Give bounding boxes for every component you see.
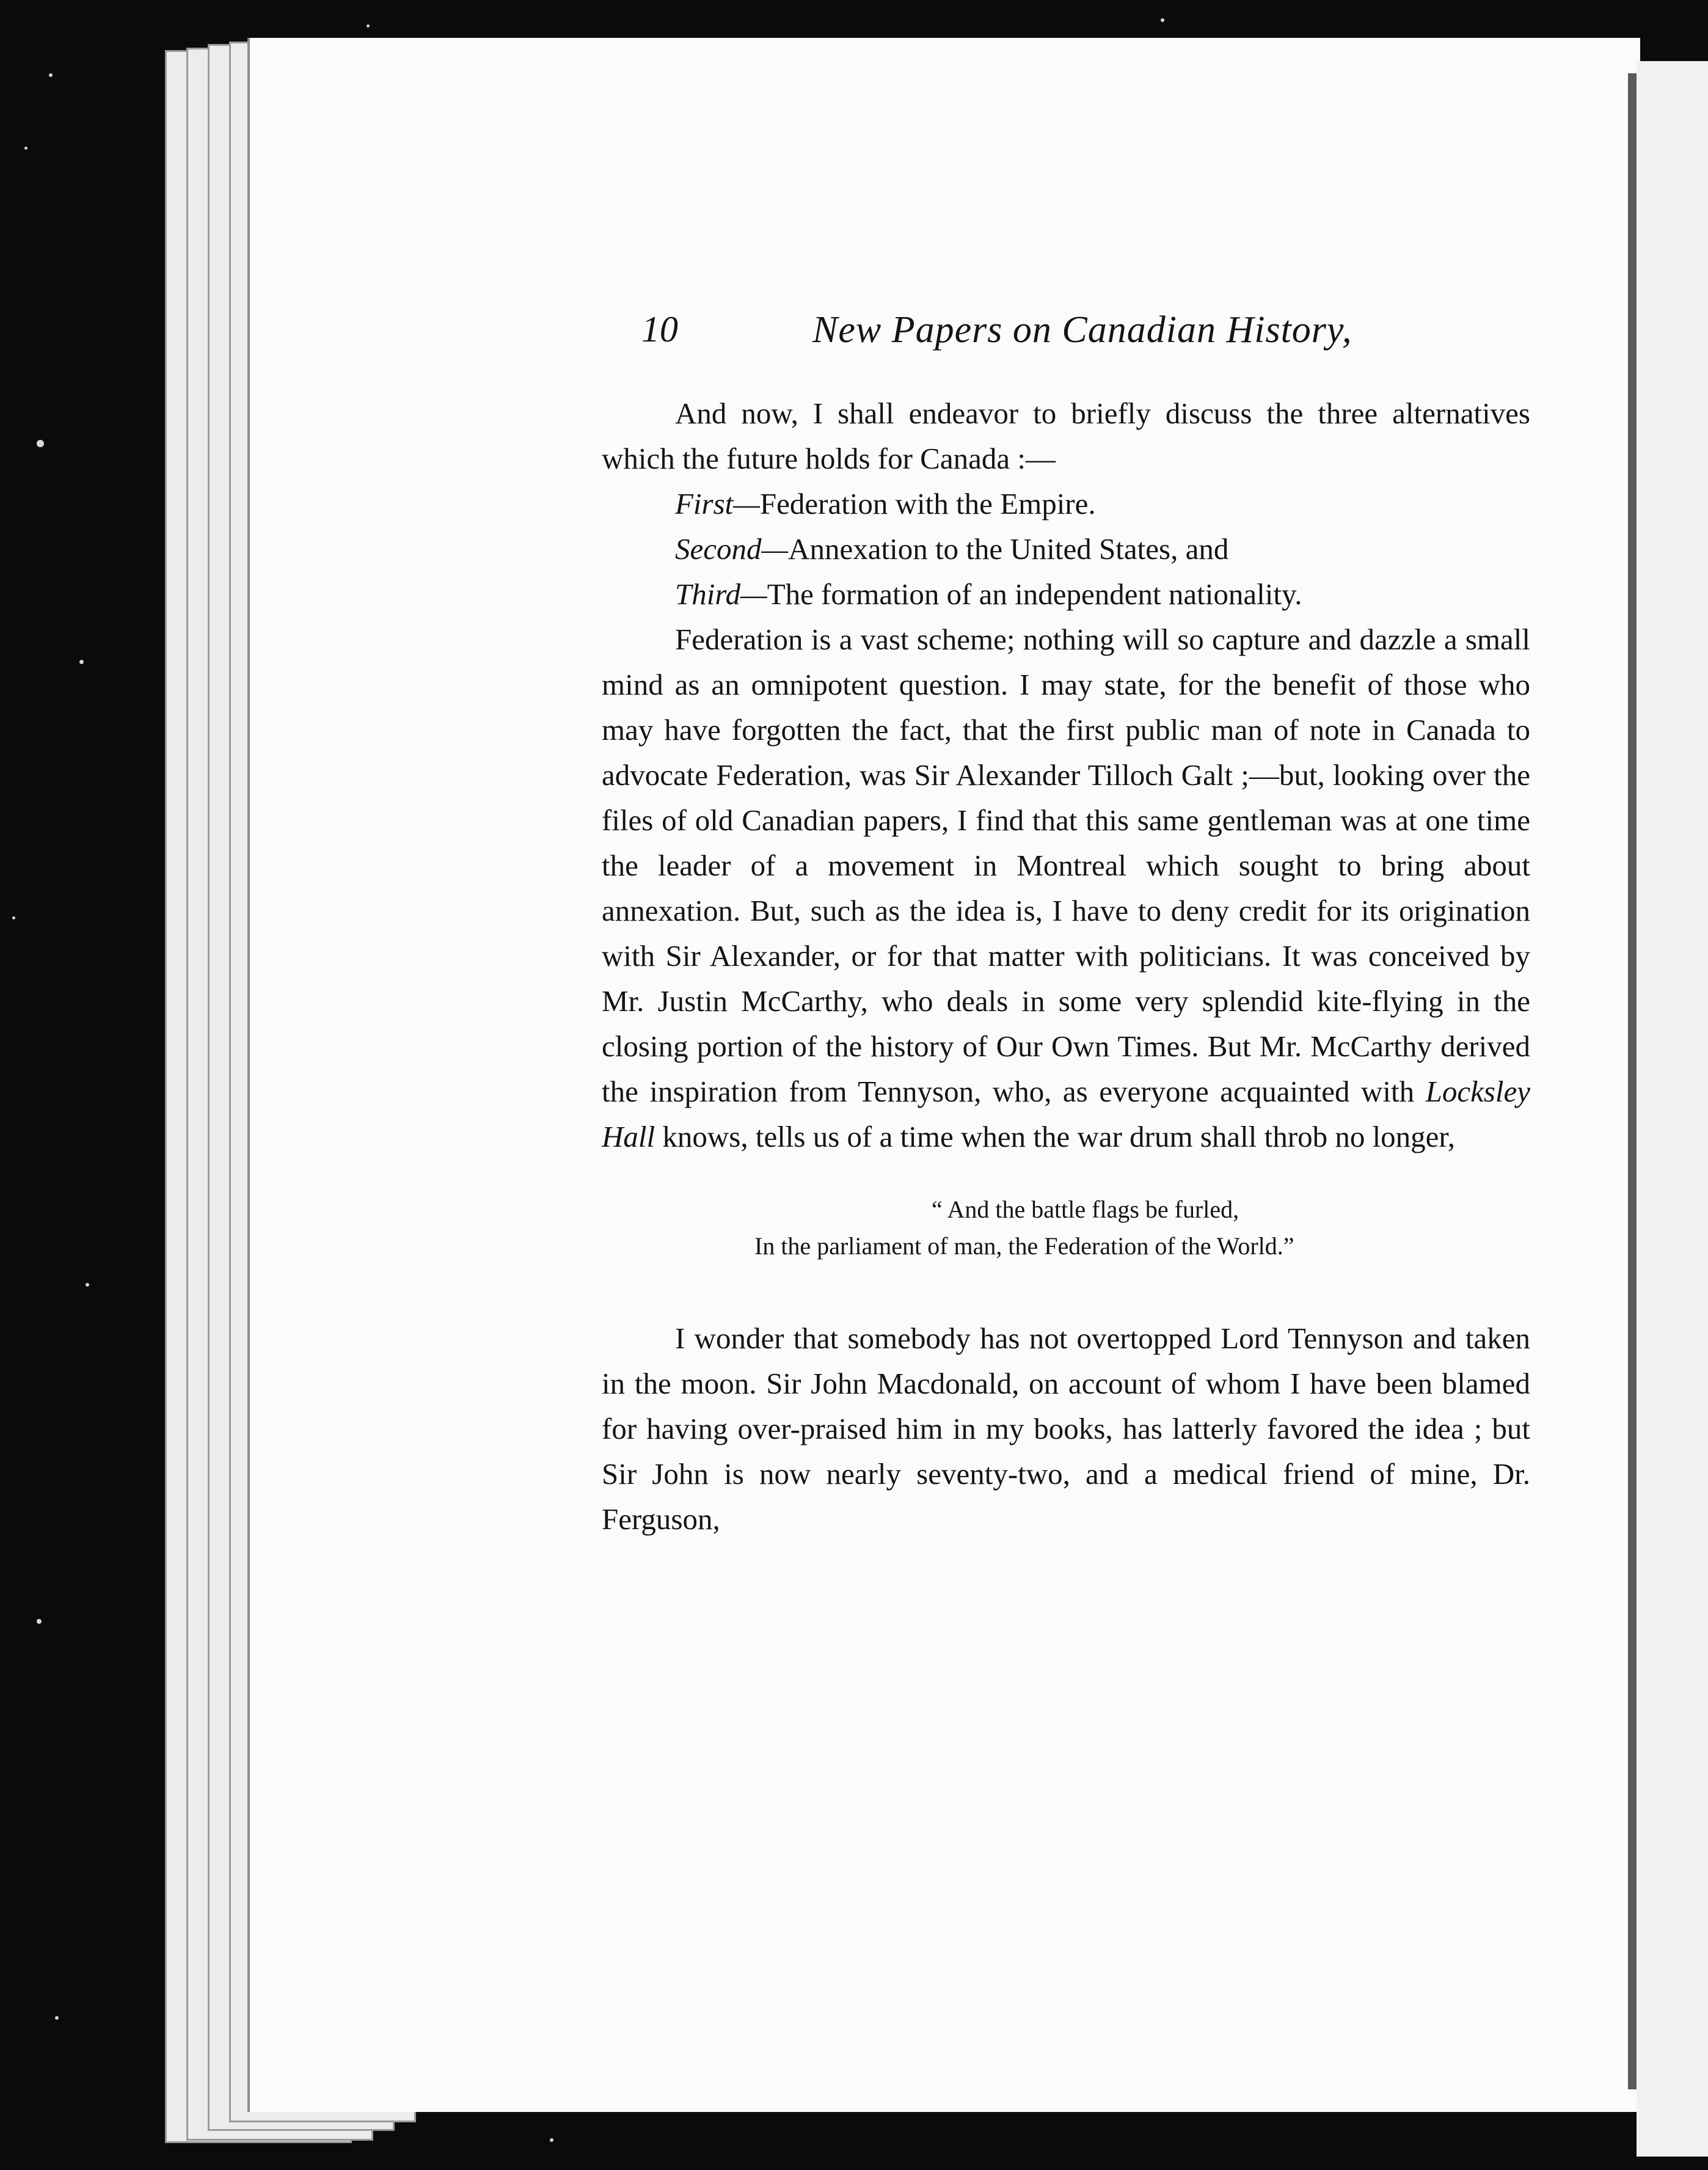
scan-speck [367,24,370,27]
alternative-text: Federation with the Empire. [759,487,1096,521]
alternative-label: Second— [675,532,789,566]
intro-paragraph: And now, I shall endeavor to briefly discuss the three alternatives which the future holds for Canada :— [602,396,1530,475]
alternative-text: Annexation to the United States, and [788,532,1229,566]
federation-text: Federation is a vast scheme; nothing will so capture and dazzle a small mind as an omnipotent question. I may state, for the benefit of those who may have forgotten the fact, that the first public man of note in Canada to advocate Federation, was Sir Alexander Tilloch Galt ;—but, looking over the files of old Canadian papers, I find that this same gentleman was at one time the leader of a movement in Montreal which sought to bring about annexation. But, such as the idea is, I have to deny credit for its origination with Sir Alexander, or for that matter with politicians. It was conceived by Mr. Justin McCarthy, who deals in some very splendid kite-flying in the closing portion of the history of Our Own Times. But Mr. McCarthy derived the inspiration from Tennyson, who, as everyone acquainted with [602,623,1530,1108]
federation-text-end: knows, tells us of a time when the war drum shall throb no longer, [655,1120,1456,1153]
federation-paragraph [602,617,1530,1160]
quote-line: “ And the battle flags be furled, [932,1196,1239,1223]
alternative-third [602,572,1530,617]
scan-speck [86,1283,89,1287]
scan-speck [55,2016,59,2020]
scan-speck [37,1619,42,1624]
tennyson-paragraph: I wonder that somebody has not overtopped Lord Tennyson and taken in the moon. Sir John Macdonald, on account of whom I have been blamed for having over-praised him in my books, has latterly favored the idea ; but Sir John is now nearly seventy-two, and a medical friend of mine, Dr. Ferguson, [602,1321,1530,1536]
scan-speck [1161,18,1164,22]
scan-speck [12,916,15,919]
alternative-second [602,527,1530,572]
scan-speck [550,2138,553,2142]
running-title: New Papers on Canadian History, [812,309,1352,351]
book-title-locksley-hall: Locksley Hall [602,1075,1530,1153]
page-number: 10 [641,309,678,349]
alternative-first [602,481,1530,527]
scan-speck [79,660,84,664]
scan-speck [37,440,44,447]
facing-page-edge [1637,61,1708,2157]
facing-page-shadow [1628,73,1637,2089]
alternative-label: Third— [675,577,767,611]
quote-line: In the parliament of man, the Federation of the World.” [754,1232,1294,1260]
alternative-label: First— [675,487,760,521]
text-block [602,391,1530,1542]
page-header [641,309,1558,363]
scan-speck [24,147,27,150]
poem-quote [602,1191,1530,1265]
scan-speck [49,73,53,77]
alternative-text: The formation of an independent nationality. [767,577,1302,611]
